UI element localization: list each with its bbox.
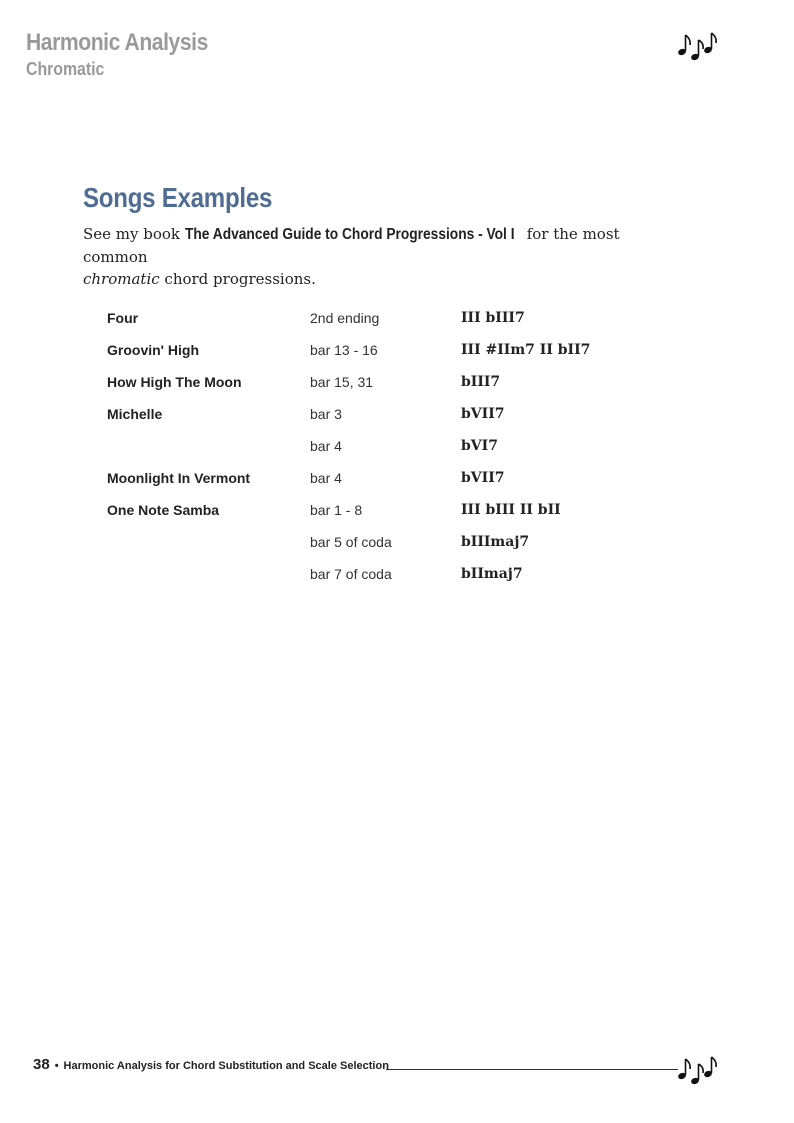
chord-progression: bVI7 bbox=[461, 438, 498, 454]
book-title: The Advanced Guide to Chord Progressions - Vol I bbox=[184, 226, 515, 243]
footer-rule bbox=[386, 1069, 678, 1070]
table-row bbox=[107, 526, 681, 558]
song-location: bar 5 of coda bbox=[310, 534, 392, 550]
table-row bbox=[107, 302, 681, 334]
chord-progression: bIII7 bbox=[461, 374, 501, 390]
songs-table bbox=[107, 302, 681, 590]
footer-text: Harmonic Analysis for Chord Substitution and Scale Selection bbox=[63, 1060, 389, 1072]
song-title: Four bbox=[107, 310, 139, 326]
song-title: Moonlight In Vermont bbox=[107, 470, 251, 486]
music-notes-icon bbox=[676, 1054, 720, 1086]
table-row bbox=[107, 430, 681, 462]
song-location: 2nd ending bbox=[310, 310, 380, 326]
intro-paragraph bbox=[83, 223, 683, 290]
table-row bbox=[107, 494, 681, 526]
table-row bbox=[107, 558, 681, 590]
song-title: One Note Samba bbox=[107, 502, 220, 518]
song-location: bar 1 - 8 bbox=[310, 502, 363, 518]
song-title bbox=[107, 430, 310, 462]
intro-text: See my book bbox=[83, 225, 185, 243]
page-number: 38 bbox=[33, 1056, 50, 1073]
intro-text-cont: for the most common bbox=[83, 225, 620, 266]
song-location: bar 3 bbox=[310, 406, 342, 422]
table-row bbox=[107, 334, 681, 366]
chord-progression: bIIImaj7 bbox=[461, 534, 530, 550]
header-title: Harmonic Analysis bbox=[26, 29, 208, 56]
song-location: bar 4 bbox=[310, 438, 342, 454]
song-location: bar 13 - 16 bbox=[310, 342, 378, 358]
table-row bbox=[107, 366, 681, 398]
table-row bbox=[107, 398, 681, 430]
section-title: Songs Examples bbox=[83, 182, 273, 213]
intro-emphasis: chromatic bbox=[83, 270, 160, 288]
song-location: bar 7 of coda bbox=[310, 566, 392, 582]
chord-progression: bVII7 bbox=[461, 406, 505, 422]
song-title bbox=[107, 558, 310, 590]
chord-progression: III #IIm7 II bII7 bbox=[461, 342, 591, 358]
chord-progression: III bIII7 bbox=[461, 310, 525, 326]
chord-progression: bIImaj7 bbox=[461, 566, 523, 582]
chord-progression: bVII7 bbox=[461, 470, 505, 486]
music-notes-icon bbox=[676, 30, 720, 62]
song-title bbox=[107, 526, 310, 558]
song-location: bar 15, 31 bbox=[310, 374, 374, 390]
song-title: Michelle bbox=[107, 406, 163, 422]
table-row bbox=[107, 462, 681, 494]
header-subtitle: Chromatic bbox=[26, 59, 105, 79]
song-title: Groovin' High bbox=[107, 342, 199, 358]
song-location: bar 4 bbox=[310, 470, 342, 486]
footer bbox=[33, 1056, 389, 1073]
song-title: How High The Moon bbox=[107, 374, 242, 390]
chord-progression: III bIII II bII bbox=[461, 502, 561, 518]
footer-bullet: • bbox=[54, 1060, 59, 1072]
intro-text-end: chord progressions. bbox=[159, 270, 316, 288]
